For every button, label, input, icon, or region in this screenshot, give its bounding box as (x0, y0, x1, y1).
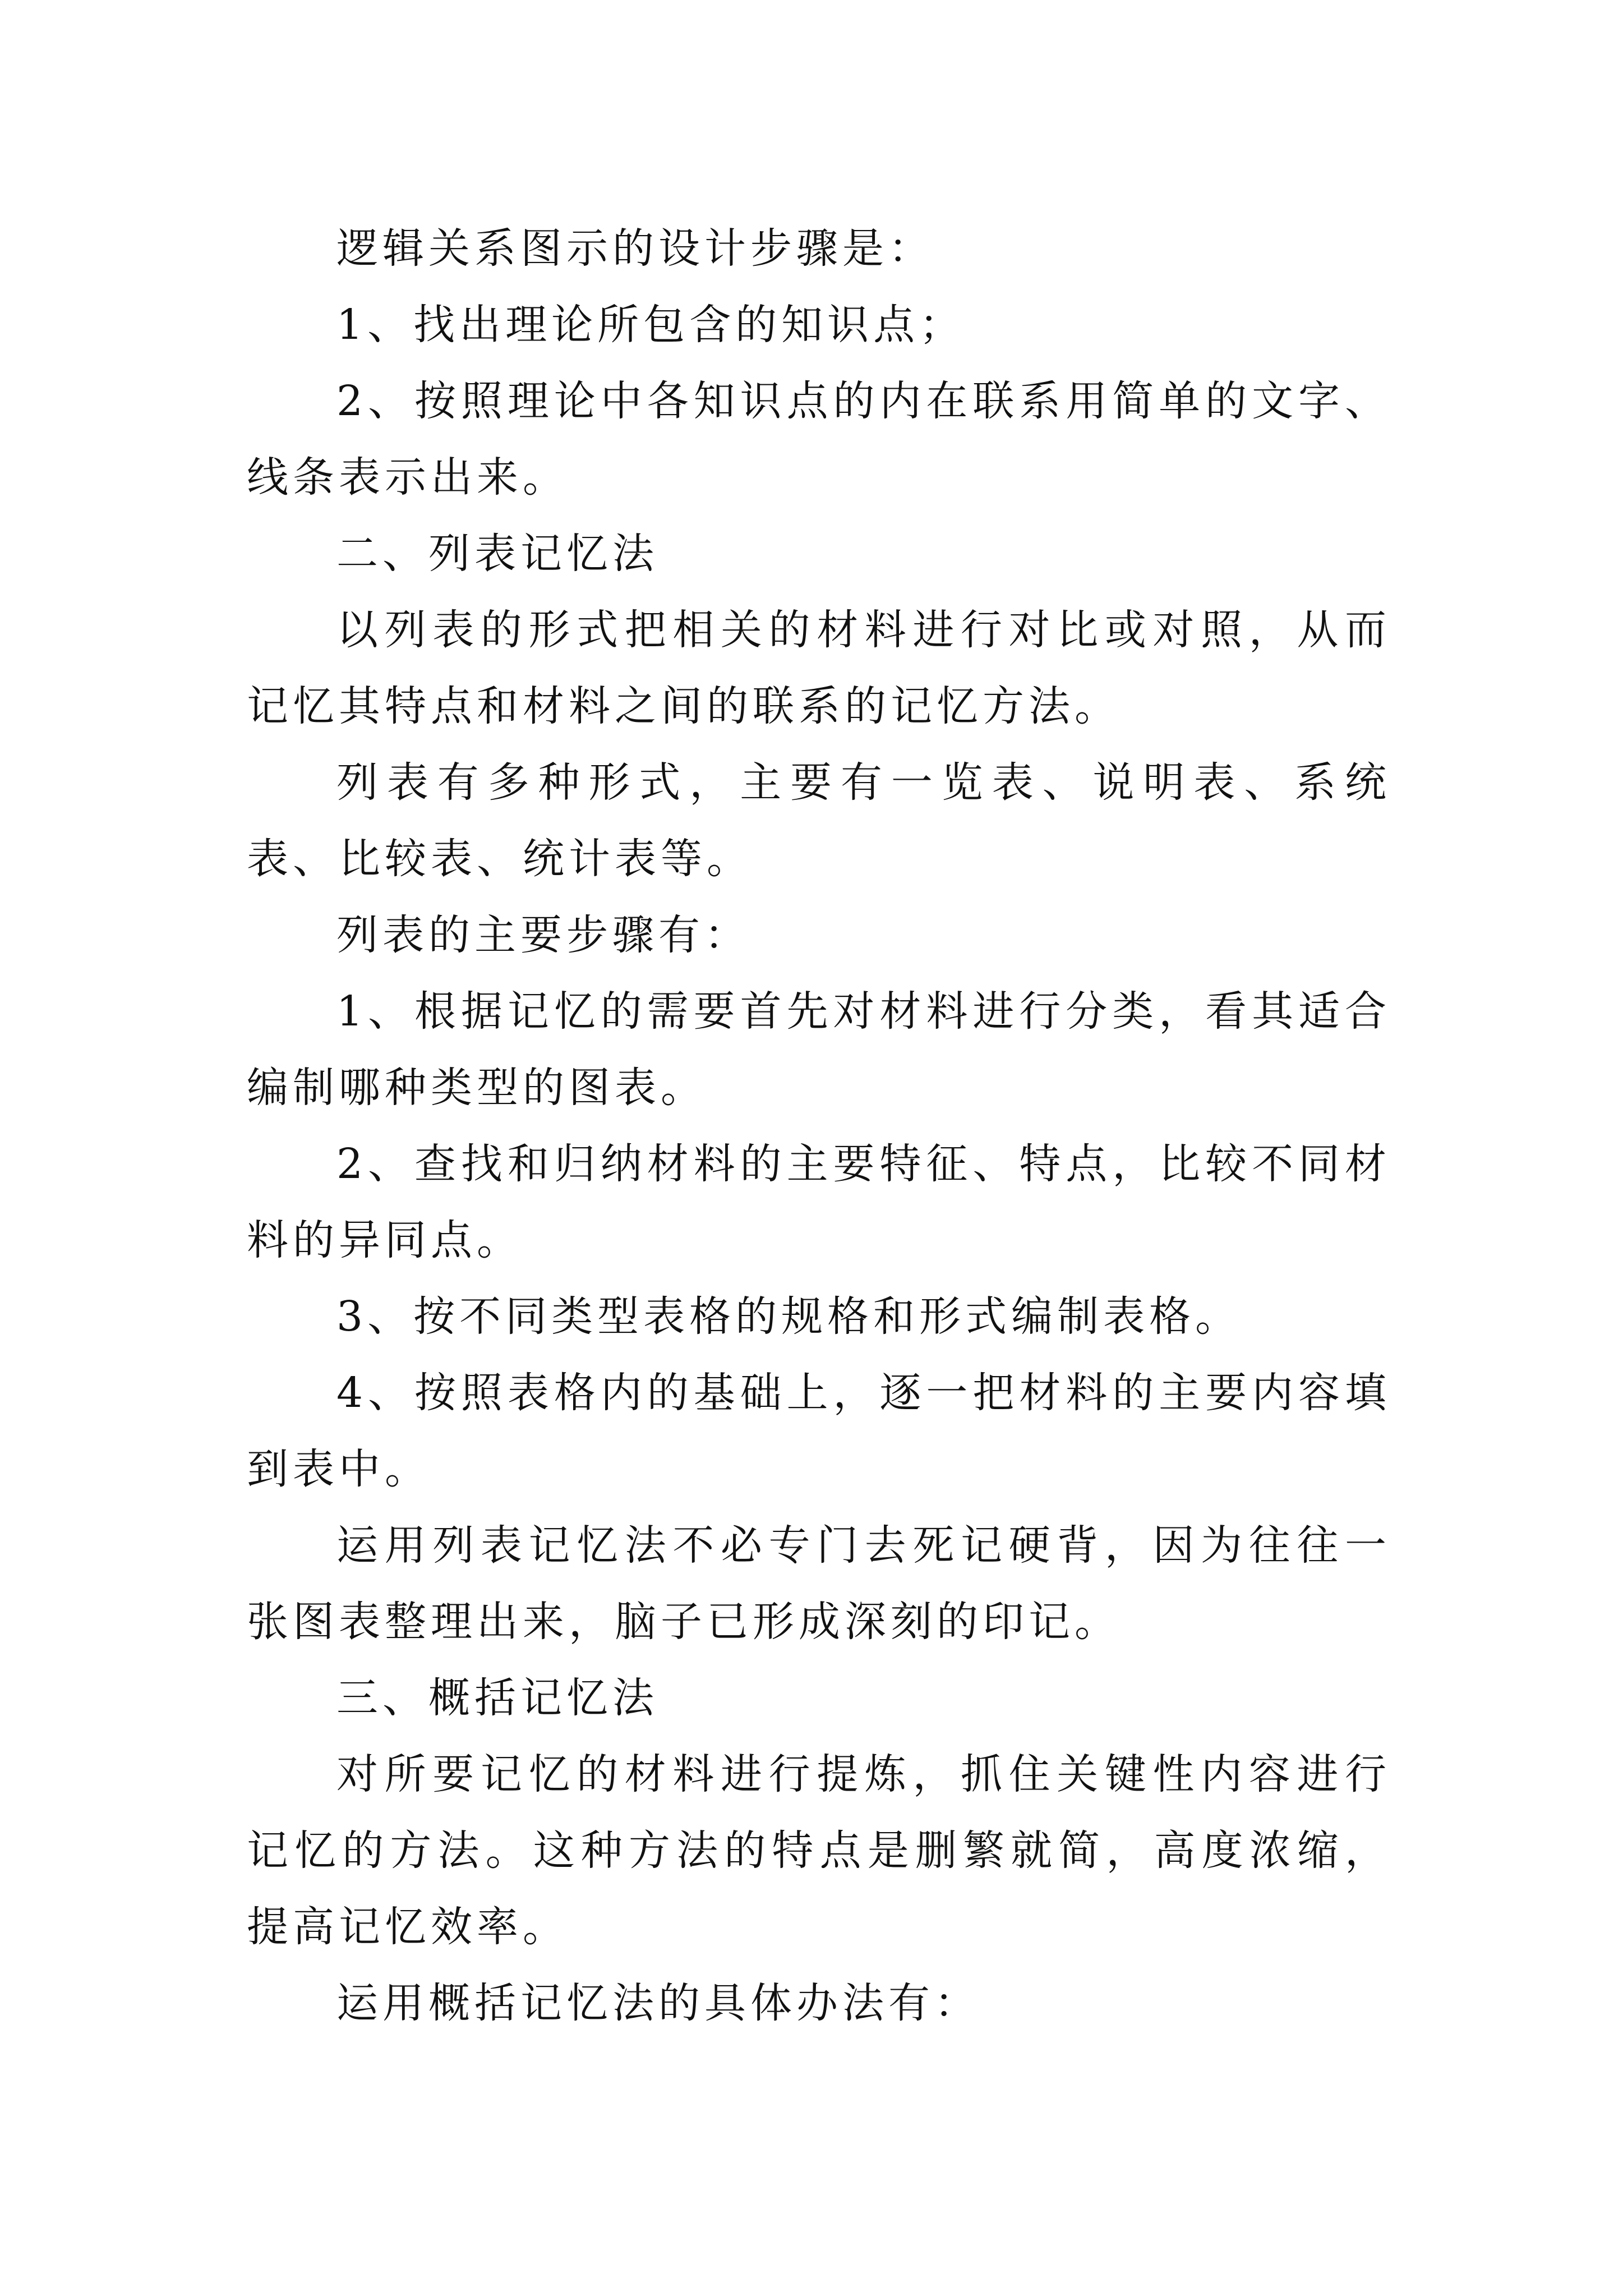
paragraph-list-forms: 列表有多种形式，主要有一览表、说明表、系统表、比较表、统计表等。 (247, 758, 1391, 883)
paragraph-list-step-1: 1、根据记忆的需要首先对材料进行分类，看其适合编制哪种类型的图表。 (247, 987, 1391, 1112)
paragraph-list-step-2: 2、查找和归纳材料的主要特征、特点，比较不同材料的异同点。 (247, 1140, 1391, 1264)
paragraph-list-memory-definition: 以列表的形式把相关的材料进行对比或对照，从而记忆其特点和材料之间的联系的记忆方法。 (247, 606, 1391, 730)
paragraph-summary-memory-definition: 对所要记忆的材料进行提炼，抓住关键性内容进行记忆的方法。这种方法的特点是删繁就简，高度浓缩，提高记忆效率。 (247, 1750, 1391, 1951)
paragraph-list-memory-benefit: 运用列表记忆法不必专门去死记硬背，因为往往一张图表整理出来，脑子已形成深刻的印记。 (247, 1521, 1391, 1646)
document-body (247, 210, 1391, 2041)
paragraph-step-1-find-knowledge-points: 1、找出理论所包含的知识点； (336, 301, 966, 349)
paragraph-list-step-4: 4、按照表格内的基础上，逐一把材料的主要内容填到表中。 (247, 1369, 1391, 1493)
section-heading-summary-memory: 三、概括记忆法 (336, 1674, 658, 1722)
section-heading-list-memory: 二、列表记忆法 (336, 530, 658, 578)
paragraph-step-2-express-relations: 2、按照理论中各知识点的内在联系用简单的文字、线条表示出来。 (247, 377, 1391, 501)
paragraph-list-steps-intro: 列表的主要步骤有： (336, 911, 750, 959)
paragraph-list-step-3: 3、按不同类型表格的规格和形式编制表格。 (336, 1292, 1242, 1341)
paragraph-design-steps-intro: 逻辑关系图示的设计步骤是： (336, 224, 934, 273)
paragraph-summary-methods-intro: 运用概括记忆法的具体办法有： (336, 1979, 980, 2027)
